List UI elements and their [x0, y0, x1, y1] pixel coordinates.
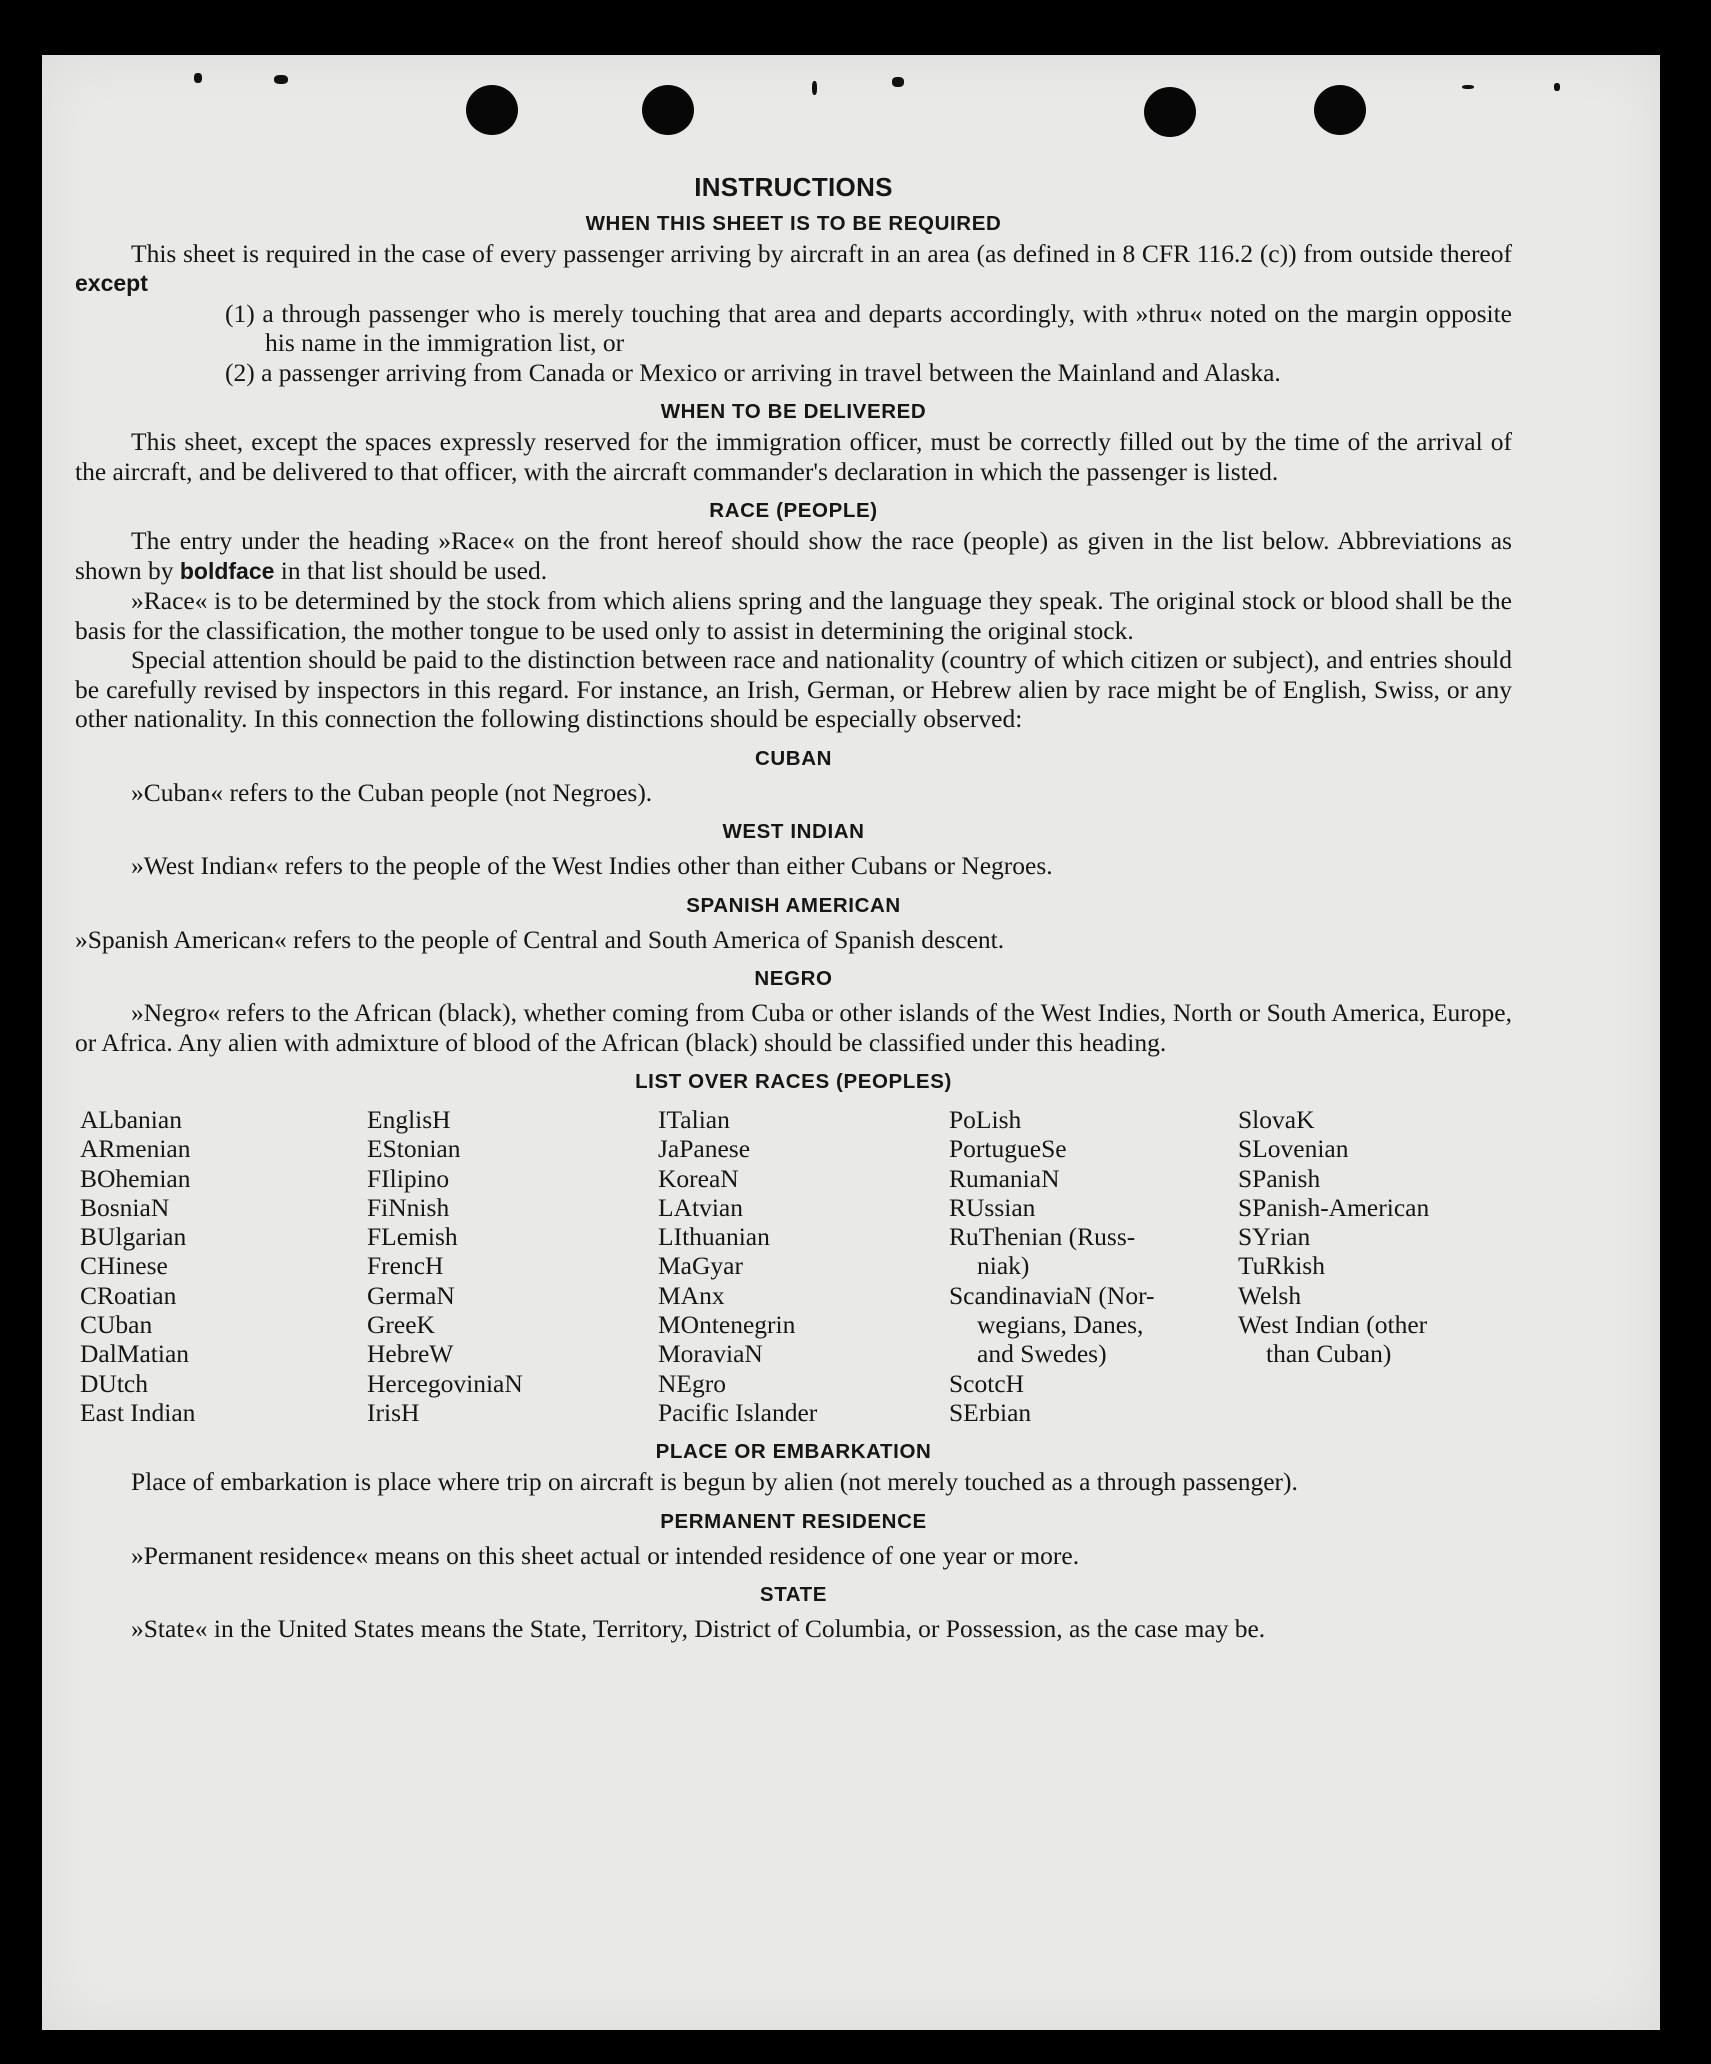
race-list-item: and Swedes): [977, 1339, 1107, 1369]
race-list-item: FIlipino: [367, 1163, 450, 1193]
race-list-item: SYrian: [1238, 1222, 1311, 1252]
race-list-item: FLemish: [367, 1222, 458, 1252]
race-list-item: LAtvian: [658, 1192, 743, 1222]
punch-hole-1: [466, 85, 518, 135]
list-item-1: (1) a through passenger who is merely touching that area and departs accordingly, with »thru« noted on the margin opposite his name in the immigration list, or: [225, 298, 1512, 357]
race-list-item: TuRkish: [1238, 1251, 1325, 1281]
race-list-item: SErbian: [949, 1397, 1032, 1427]
races-column-4: [949, 1105, 1238, 1427]
punch-hole-3: [1144, 87, 1196, 137]
race-list-item: Welsh: [1238, 1280, 1302, 1310]
race-list-item: MoraviaN: [658, 1339, 763, 1369]
paragraph-race-2: »Race« is to be determined by the stock from which aliens spring and the language they speak. The original stock or blood shall be the basis for the classification, the mother tongue to be used only to assist in determining the original stock.: [75, 586, 1512, 645]
races-column-1: [80, 1105, 367, 1427]
race-list-item: EnglisH: [367, 1105, 451, 1134]
paragraph-race-1a: The entry under the heading »Race« on the front hereof should show the race (people) as given in the list below. Abbreviations as shown by: [75, 526, 1512, 585]
race-list-item: BOhemian: [80, 1163, 191, 1193]
paragraph-state: »State« in the United States means the State, Territory, District of Columbia, or Possession, as the case may be.: [131, 1614, 1266, 1644]
speck-mark: [1462, 85, 1474, 89]
race-list-item: KoreaN: [658, 1163, 739, 1193]
race-list-item: PortugueSe: [949, 1134, 1067, 1164]
race-list-item: GermaN: [367, 1280, 455, 1310]
races-column-2: [367, 1105, 658, 1427]
race-list-item: CUban: [80, 1310, 153, 1340]
document-sheet: [42, 55, 1660, 2030]
race-list-item: ScandinaviaN (Nor-: [949, 1280, 1155, 1310]
section-heading-when-required: WHEN THIS SHEET IS TO BE REQUIRED: [585, 211, 1002, 235]
race-list-item: RuThenian (Russ-: [949, 1222, 1136, 1252]
race-list-item: HercegoviniaN: [367, 1368, 523, 1398]
race-list-item: HebreW: [367, 1339, 454, 1369]
race-list-item: DUtch: [80, 1368, 148, 1398]
paragraph-negro: »Negro« refers to the African (black), whether coming from Cuba or other islands of the West Indies, North or South America, Europe, or Africa. Any alien with admixture of blood of the African (black) should be classified under this heading.: [75, 998, 1512, 1057]
paragraph-race-3: Special attention should be paid to the distinction between race and nationality (country of which citizen or subject), and entries should be carefully revised by inspectors in this regard. For instance, an Irish, German, or Hebrew alien by race might be of English, Swiss, or any other nationality. In this connection the following distinctions should be especially observed:: [75, 645, 1512, 733]
race-list-item: BosniaN: [80, 1192, 170, 1222]
race-list-item: RumaniaN: [949, 1163, 1060, 1193]
section-heading-race: RACE (PEOPLE): [709, 499, 878, 522]
paragraph-spanish-american: »Spanish American« refers to the people of Central and South America of Spanish descent.: [75, 924, 1005, 954]
race-list-item: ALbanian: [80, 1105, 182, 1134]
section-heading-embarkation: PLACE OR EMBARKATION: [655, 1440, 932, 1464]
paragraph-embarkation: Place of embarkation is place where trip on aircraft is begun by alien (not merely touched as a through passenger).: [131, 1467, 1298, 1497]
speck-mark: [1554, 83, 1560, 91]
speck-mark: [194, 73, 202, 83]
section-heading-when-delivered: WHEN TO BE DELIVERED: [660, 400, 927, 423]
race-list-item: BUlgarian: [80, 1222, 187, 1252]
section-heading-races-list: LIST OVER RACES (PEOPLES): [635, 1070, 952, 1093]
race-list-item: JaPanese: [658, 1134, 751, 1164]
race-list-item: CHinese: [80, 1251, 168, 1281]
race-list-item: NEgro: [658, 1368, 726, 1398]
race-list-item: EStonian: [367, 1134, 461, 1164]
page-title: INSTRUCTIONS: [694, 172, 893, 202]
race-list-item: CRoatian: [80, 1280, 177, 1310]
paragraph-required-text: This sheet is required in the case of every passenger arriving by aircraft in an area (as defined in 8 CFR 116.2 (c)) from outside thereof: [131, 238, 1512, 268]
paragraph-residence: »Permanent residence« means on this sheet actual or intended residence of one year or more.: [131, 1540, 1080, 1570]
race-list-item: ITalian: [658, 1105, 730, 1134]
punch-hole-4: [1314, 85, 1366, 135]
race-list-item: SPanish-American: [1238, 1192, 1430, 1222]
race-list-item: SLovenian: [1238, 1134, 1349, 1164]
paragraph-cuban: »Cuban« refers to the Cuban people (not Negroes).: [131, 777, 653, 807]
race-list-item: RUssian: [949, 1192, 1036, 1222]
instructions-body: [75, 173, 1512, 1644]
list-item-2: (2) a passenger arriving from Canada or Mexico or arriving in travel between the Mainland and Alaska.: [225, 357, 1281, 387]
race-list-item: IrisH: [367, 1397, 420, 1427]
section-heading-state: STATE: [759, 1583, 828, 1607]
speck-mark: [812, 81, 817, 95]
paragraph-required: [75, 239, 1512, 299]
race-list-item: Pacific Islander: [658, 1397, 818, 1427]
race-list-item: FrencH: [367, 1251, 444, 1281]
except-bold: except: [75, 270, 148, 296]
races-list: [80, 1105, 1512, 1427]
paragraph-west-indian: »West Indian« refers to the people of the West Indies other than either Cubans or Negroes.: [131, 851, 1053, 880]
paragraph-race-1c: in that list should be used.: [280, 555, 548, 585]
race-list-item: PoLish: [949, 1105, 1022, 1134]
race-list-item: SPanish: [1238, 1163, 1321, 1193]
race-list-item: MOntenegrin: [658, 1310, 796, 1340]
section-heading-west-indian: WEST INDIAN: [722, 820, 865, 843]
section-heading-spanish-american: SPANISH AMERICAN: [686, 893, 901, 917]
race-list-item: ScotcH: [949, 1368, 1025, 1398]
race-list-item: wegians, Danes,: [977, 1310, 1144, 1340]
speck-mark: [274, 75, 288, 84]
speck-mark: [892, 77, 904, 87]
section-heading-residence: PERMANENT RESIDENCE: [660, 1509, 927, 1533]
race-list-item: than Cuban): [1266, 1339, 1392, 1369]
race-list-item: SlovaK: [1238, 1105, 1315, 1134]
boldface-word: boldface: [179, 557, 275, 584]
race-list-item: West Indian (other: [1238, 1310, 1428, 1340]
section-heading-negro: NEGRO: [754, 967, 833, 990]
race-list-item: DalMatian: [80, 1339, 190, 1369]
section-heading-cuban: CUBAN: [754, 746, 833, 770]
race-list-item: LIthuanian: [658, 1222, 770, 1252]
paragraph-delivered: This sheet, except the spaces expressly reserved for the immigration officer, must be correctly filled out by the time of the arrival of the aircraft, and be delivered to that officer, with the aircraft commander's declaration in which the passenger is listed.: [75, 427, 1512, 486]
race-list-item: MaGyar: [658, 1251, 743, 1281]
races-column-5: [1238, 1105, 1517, 1427]
punch-hole-2: [642, 85, 694, 135]
race-list-item: East Indian: [80, 1397, 196, 1427]
race-list-item: MAnx: [658, 1280, 725, 1310]
race-list-item: niak): [977, 1251, 1030, 1281]
race-list-item: FiNnish: [367, 1192, 450, 1222]
race-list-item: GreeK: [367, 1310, 435, 1340]
race-list-item: ARmenian: [80, 1134, 191, 1164]
paragraph-race-1: [75, 526, 1512, 586]
races-column-3: [658, 1105, 949, 1427]
